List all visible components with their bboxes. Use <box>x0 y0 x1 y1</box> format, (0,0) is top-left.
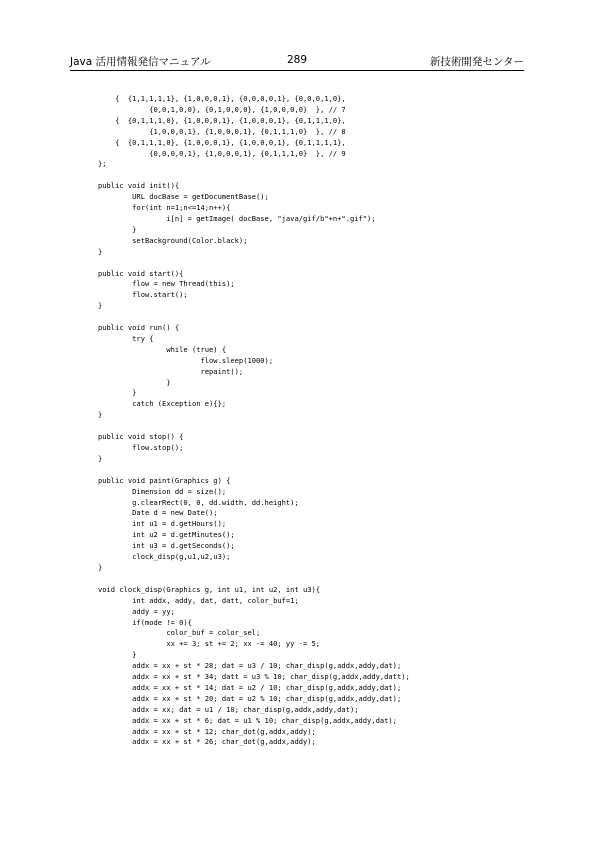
code-line <box>98 574 410 585</box>
code-line: int addx, addy, dat, datt, color_buf=1; <box>98 595 299 605</box>
code-line: public void stop() { <box>98 432 184 442</box>
code-line: setBackground(Color.black); <box>98 235 248 245</box>
code-line: {0,0,1,0,0}, {0,1,0,0,0}, {1,0,0,0,0} }, // 7 <box>98 104 346 114</box>
code-line: Dimension dd = size(); <box>98 486 227 496</box>
code-line: i[n] = getImage( docBase, "java/gif/b"+n+".gif"); <box>98 213 376 223</box>
code-line: { {0,1,1,1,0}, {1,0,0,0,1}, {1,0,0,0,1}, {0,1,1,1,1}, <box>98 137 346 147</box>
code-line: for(int n=1;n<=14;n++){ <box>98 203 231 213</box>
code-line: }; <box>98 159 107 169</box>
code-line: { {1,1,1,1,1}, {1,0,0,0,1}, {0,0,0,0,1}, {0,0,0,1,0}, <box>98 94 346 103</box>
code-line: xx += 3; st += 2; xx -= 40; yy -= 5; <box>98 639 321 649</box>
code-line: try { <box>98 333 154 343</box>
code-line: int u3 = d.getSeconds(); <box>98 541 235 551</box>
code-line: int u1 = d.getHours(); <box>98 519 227 529</box>
code-line: repaint(); <box>98 366 244 376</box>
code-line: { {0,1,1,1,0}, {1,0,0,0,1}, {1,0,0,0,1}, {0,1,1,1,0}, <box>98 115 346 125</box>
code-line: addx = xx + st * 6; dat = u1 % 10; char_disp(g,addx,addy,dat); <box>98 715 397 725</box>
code-line: addx = xx + st * 28; dat = u3 / 10; char_disp(g,addx,addy,dat); <box>98 661 402 671</box>
code-line: g.clearRect(0, 0, dd.width, dd.height); <box>98 497 299 507</box>
code-line: color_buf = color_sel; <box>98 628 261 638</box>
code-line: } <box>98 650 137 660</box>
code-line: {1,0,0,0,1}, {1,0,0,0,1}, {0,1,1,1,0} }, // 8 <box>98 126 346 136</box>
code-line: public void paint(Graphics g) { <box>98 475 231 485</box>
code-line: addx = xx + st * 14; dat = u2 / 10; char_disp(g,addx,addy,dat); <box>98 682 402 692</box>
code-line: clock_disp(g,u1,u2,u3); <box>98 552 231 562</box>
code-line: } <box>98 224 137 234</box>
code-line: } <box>98 562 103 572</box>
code-line: Date d = new Date(); <box>98 508 218 518</box>
code-line: addx = xx + st * 20; dat = u2 % 10; char_disp(g,addx,addy,dat); <box>98 693 402 703</box>
code-line: URL docBase = getDocumentBase(); <box>98 192 269 202</box>
code-line: flow = new Thread(this); <box>98 279 235 289</box>
code-line: addx = xx; dat = u1 / 10; char_disp(g,addx,addy,dat); <box>98 704 359 714</box>
code-line: } <box>98 410 103 420</box>
code-line: int u2 = d.getMinutes(); <box>98 530 235 540</box>
code-line: addx = xx + st * 34; datt = u3 % 10; char_disp(g,addx,addy,datt); <box>98 672 410 682</box>
code-line: addy = yy; <box>98 606 175 616</box>
code-line: } <box>98 377 171 387</box>
code-line: addx = xx + st * 12; char_dot(g,addx,addy); <box>98 726 316 736</box>
code-line <box>98 258 410 269</box>
code-line <box>98 312 410 323</box>
code-line <box>98 465 410 476</box>
code-line: public void start(){ <box>98 268 184 278</box>
code-line: addx = xx + st * 26; char_dot(g,addx,addy); <box>98 737 316 747</box>
code-line <box>98 170 410 181</box>
code-line: while (true) { <box>98 344 227 354</box>
code-line <box>98 421 410 432</box>
header-department: 新技術開発センター <box>429 56 524 68</box>
code-line: void clock_disp(Graphics g, int u1, int u2, int u3){ <box>98 584 321 594</box>
code-line: flow.stop(); <box>98 443 184 452</box>
code-line: } <box>98 301 103 311</box>
code-line: } <box>98 246 103 256</box>
header-title: Java 活用情報発信マニュアル <box>70 56 211 68</box>
code-line: flow.sleep(1000); <box>98 355 274 365</box>
page-header <box>70 52 524 71</box>
code-listing <box>98 94 410 748</box>
page-number: 289 <box>286 54 308 66</box>
code-line: public void run() { <box>98 323 180 333</box>
code-line: } <box>98 453 103 463</box>
code-line: {0,0,0,0,1}, {1,0,0,0,1}, {0,1,1,1,0} }, // 9 <box>98 148 346 158</box>
code-line: catch (Exception e){}; <box>98 399 227 409</box>
code-line: if(mode != 0){ <box>98 617 192 627</box>
code-line: } <box>98 388 137 398</box>
code-line: flow.start(); <box>98 290 188 300</box>
code-line: public void init(){ <box>98 181 180 191</box>
